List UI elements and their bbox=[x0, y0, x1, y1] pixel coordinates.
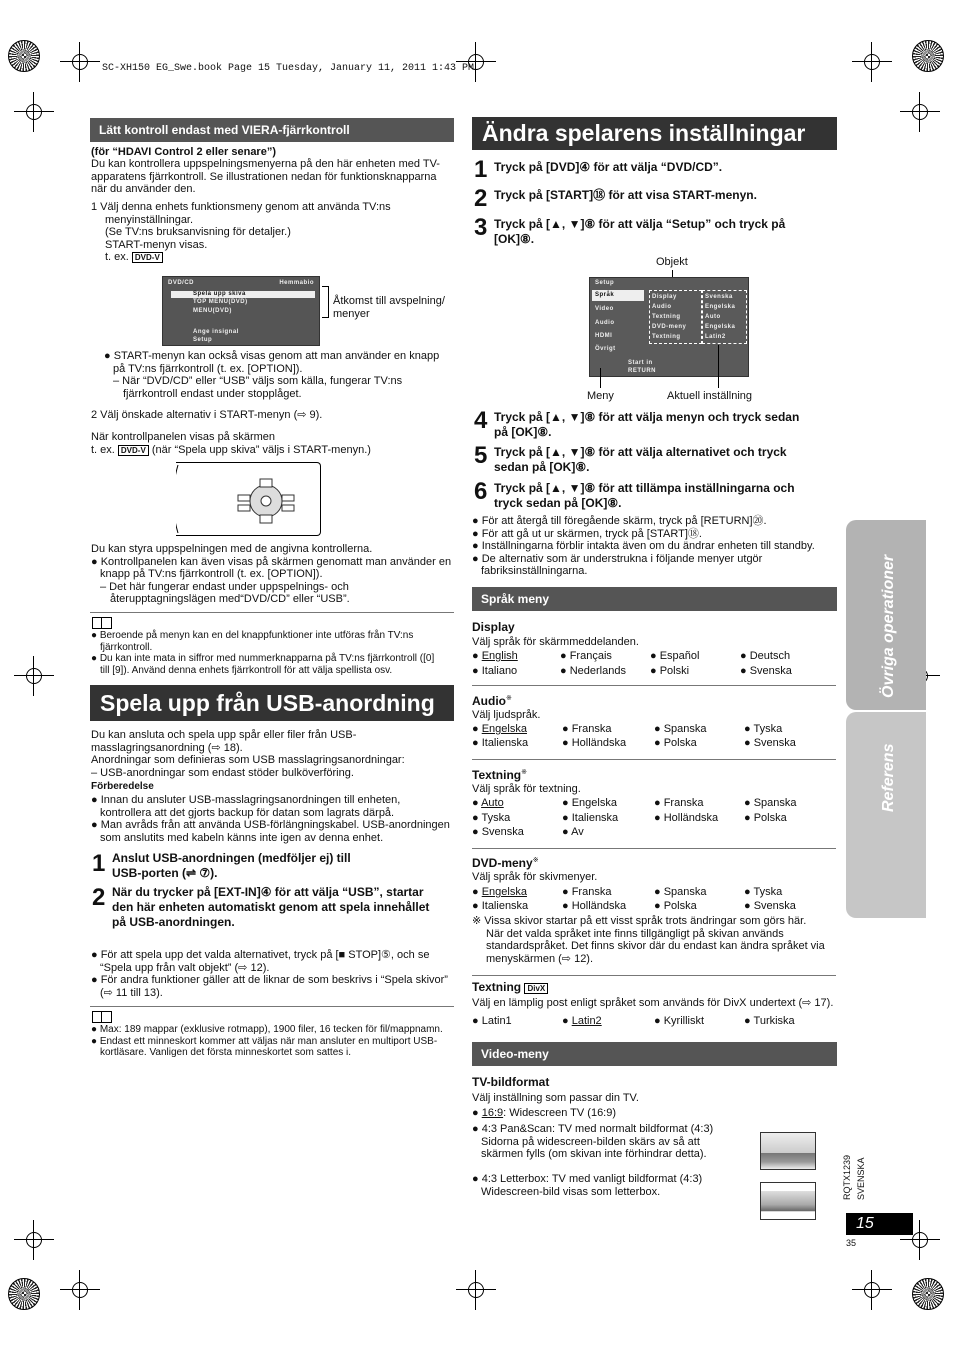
viera-step2: 2 Välj önskade alternativ i START-menyn (⇨ 9). bbox=[91, 409, 323, 421]
registration-mark-br bbox=[912, 1278, 944, 1310]
panscan-tv-image bbox=[760, 1132, 816, 1170]
crop-mark bbox=[852, 42, 892, 82]
step-3-number: 3 bbox=[474, 214, 488, 241]
sub-page-number: 35 bbox=[846, 1238, 857, 1248]
dvdv-badge: DVD-V bbox=[132, 252, 163, 263]
section-bar-video: Video-meny bbox=[472, 1042, 837, 1066]
step-3: Tryck på [▲, ▼]⑧ för att välja “Setup” och tryck på [OK]⑧. bbox=[494, 217, 786, 246]
preparation-title: Förberedelse bbox=[91, 781, 154, 792]
tv-panscan: ● 4:3 Pan&Scan: TV med normalt bildformat (4:3) Sidorna på widescreen-bilden skärs av så att skärmen fylls (om skivan inte förhindrar detta). bbox=[472, 1123, 714, 1161]
step-6-number: 6 bbox=[474, 478, 488, 505]
crop-mark bbox=[900, 92, 940, 132]
panel-intro: När kontrollpanelen visas på skärmen t. ex. DVD-V (när “Spela upp skiva” väljs i START-menyn.) bbox=[91, 431, 371, 456]
dvdmeny-title: DVD-meny※ bbox=[472, 856, 539, 870]
section-bar-sprak: Språk meny bbox=[472, 587, 837, 611]
display-desc: Välj språk för skärmmeddelanden. bbox=[472, 636, 639, 648]
note-1: ● Beroende på menyn kan en del knappfunktioner inte utföras från TV:ns fjärrkontroll. ● Du kan inte mata in siffror med nummerknapparna på TV:ns fjärrkontroll ([0] till [9]). Använd denna enhets fjärrkontroll för att välja spellista osv. bbox=[91, 630, 435, 676]
page-number: 15 bbox=[856, 1215, 874, 1232]
start-menu-bullet: ● START-menyn kan också visas genom att man använder en knapp på TV:ns fjärrkontroll (t. ex. [OPTION]). – När “DVD/CD” eller “USB” väljs som källa, fungerar TV:ns fjärrkontroll endast under stopplåget. bbox=[104, 350, 440, 400]
file-info-line: SC-XH150 EG_Swe.book Page 15 Tuesday, January 11, 2011 1:43 PM bbox=[102, 63, 475, 74]
crop-mark bbox=[456, 42, 496, 82]
divider bbox=[90, 1006, 454, 1007]
label-meny: Meny bbox=[587, 390, 614, 402]
step-2: Tryck på [START]⑱ för att visa START-menyn. bbox=[494, 188, 757, 202]
letterbox-tv-image bbox=[760, 1182, 816, 1220]
setup-screen: Setup Språk Video Audio HDMI Övrigt Display Audio Textning DVD-meny Textning Svenska Engelska Auto Engelska Latin2 Start in RETURN bbox=[589, 277, 749, 377]
tv-format-title: TV-bildformat bbox=[472, 1075, 550, 1089]
settings-bullets: ● För att återgå till föregående skärm, tryck på [RETURN]⑳. ● För att gå ut ur skärmen, tryck på [START]⑱. ● Inställningarna förblir intakta även om du ändrar enheten till standby. ● De alternativ som är understrukna i följande menyer utgör fabriksinställningarna. bbox=[472, 515, 815, 578]
section-bar-viera: Lätt kontroll endast med VIERA-fjärrkontroll bbox=[90, 118, 454, 142]
textning-divx-desc: Välj en lämplig post enligt språket som används för DivX undertext (⇨ 17). bbox=[472, 997, 834, 1009]
label-aktuell: Aktuell inställning bbox=[667, 390, 752, 402]
note-icon bbox=[92, 617, 112, 629]
side-tab-ovriga: Övriga operationer bbox=[846, 520, 926, 710]
star-note: ※ Vissa skivor startar på ett visst språk trots ändringar som görs här. När det valda språket inte finns tillgängligt på skivan används standardspråket. Det finns skivor där du endast kan ändra språket via menyskärmen (⇨ 12). bbox=[472, 915, 825, 965]
step-5: Tryck på [▲, ▼]⑧ för att välja alternativet och tryck sedan på [OK]⑧. bbox=[494, 445, 787, 474]
viera-step1: 1 Välj denna enhets funktionsmeny genom att använda TV:ns menyinställningar. (Se TV:ns bruksanvisning för detaljer.) START-menyn visas. t. ex. DVD-V bbox=[91, 201, 391, 264]
dvdmeny-desc: Välj språk för skivmenyer. bbox=[472, 871, 598, 883]
viera-intro: Du kan kontrollera uppspelningsmenyerna på den här enheten med TV- apparatens fjärrkontroll. Se illustrationen nedan för funktionsknapparna när du använder den. bbox=[91, 158, 440, 196]
usb-step-1: Anslut USB-anordningen (medföljer ej) till USB-porten (⇌ ⑦). bbox=[112, 851, 351, 880]
divider bbox=[472, 759, 836, 760]
step-1: Tryck på [DVD]④ för att välja “DVD/CD”. bbox=[494, 160, 723, 174]
textning-title: Textning※ bbox=[472, 768, 527, 782]
crop-mark bbox=[456, 1270, 496, 1310]
crop-mark bbox=[60, 42, 100, 82]
divider bbox=[472, 848, 836, 849]
note-2: ● Max: 189 mappar (exklusive rotmapp), 1900 filer, 16 tecken för fil/mappnamn. ● Endast ett minneskort kommer att väljas när man ansluter en multiport USB- kortläsare. Vanligen det första minneskortet som sattes i. bbox=[91, 1024, 443, 1058]
callout-line bbox=[718, 345, 719, 388]
textning-divx-title: Textning DivX bbox=[472, 981, 548, 996]
preparation-list: ● Innan du ansluter USB-masslagringsanordningen till enheten, kontrollera att det gjorts backup för datan som lagrats därpå. ● Man avråds från att använda USB-förlängningskabel. USB-anordningen som anslutits med kabeln känns inte igen av denna enhet. bbox=[91, 794, 450, 844]
crop-mark bbox=[14, 92, 54, 132]
audio-desc: Välj ljudspråk. bbox=[472, 709, 541, 721]
step-4-number: 4 bbox=[474, 407, 488, 434]
callout-bracket bbox=[322, 286, 329, 318]
usb-bullets: ● För att spela upp det valda alternativet, tryck på [■ STOP]⑤, och se “Spela upp från valt objekt” (⇨ 12). ● För andra funktioner gäller att de liknar de som beskrivs i “Spela skivor” (⇨ 11 till 13). bbox=[91, 949, 448, 999]
divider bbox=[472, 975, 836, 976]
usb-intro: Du kan ansluta och spela upp spår eller filer från USB- masslagringsanordning (⇨ 18). Anordningar som definieras som USB masslagringsanordningar: – USB-anordningar som endast stöder bulköverföring. bbox=[91, 729, 405, 779]
step-1-number: 1 bbox=[474, 156, 488, 183]
step-5-number: 5 bbox=[474, 442, 488, 469]
divider bbox=[472, 685, 836, 686]
tv-letterbox: ● 4:3 Letterbox: TV med vanligt bildformat (4:3) Widescreen-bild visas som letterbox. bbox=[472, 1173, 703, 1198]
audio-title: Audio※ bbox=[472, 694, 512, 708]
control-panel-illustration bbox=[176, 462, 321, 536]
divx-badge: DivX bbox=[524, 983, 548, 994]
tv-format-desc: Välj inställning som passar din TV. bbox=[472, 1092, 639, 1104]
registration-mark-tr bbox=[912, 40, 944, 72]
tv-169: ● 16:9: Widescreen TV (16:9) bbox=[472, 1107, 617, 1119]
usb-step-2-number: 2 bbox=[92, 884, 106, 911]
language-code: SVENSKA bbox=[856, 1157, 866, 1200]
usb-step-2: När du trycker på [EXT-IN]④ för att välja “USB”, startar den här enheten automatiskt genom att spela innehållet på USB-anordningen. bbox=[112, 885, 430, 929]
crop-mark bbox=[14, 656, 54, 696]
step-2-number: 2 bbox=[474, 185, 488, 212]
registration-mark-bl bbox=[8, 1278, 40, 1310]
step-4: Tryck på [▲, ▼]⑧ för att välja menyn och tryck sedan på [OK]⑧. bbox=[494, 410, 800, 439]
registration-mark-tl bbox=[8, 40, 40, 72]
side-tab-referens: Referens bbox=[846, 712, 926, 918]
crop-mark bbox=[852, 1270, 892, 1310]
note-icon bbox=[92, 1011, 112, 1023]
menu-callout: Åtkomst till avspelning/ menyer bbox=[333, 295, 445, 320]
settings-section-title: Ändra spelarens inställningar bbox=[472, 117, 837, 150]
usb-section-title: Spela upp från USB-anordning bbox=[90, 685, 454, 721]
dvdv-badge: DVD-V bbox=[118, 445, 149, 456]
viera-subtitle: (för “HDAVI Control 2 eller senare”) bbox=[91, 146, 276, 158]
crop-mark bbox=[60, 1270, 100, 1310]
step-6: Tryck på [▲, ▼]⑧ för att tillämpa inställningarna och tryck sedan på [OK]⑧. bbox=[494, 481, 795, 510]
display-title: Display bbox=[472, 620, 515, 634]
page-number-box bbox=[846, 1213, 913, 1235]
control-text: Du kan styra uppspelningen med de angivna kontrollerna. ● Kontrollpanelen kan även visas på skärmen genomatt man använder en knapp på TV:ns fjärrkontroll (t. ex. [OPTION]). – Det här fungerar endast under uppspelnings- och återupptagningslägen med“DVD/CD” eller “USB”. bbox=[91, 543, 452, 606]
label-objekt: Objekt bbox=[656, 256, 688, 268]
crop-mark bbox=[14, 1220, 54, 1260]
textning-desc: Välj språk för textning. bbox=[472, 783, 581, 795]
control-panel-icon bbox=[176, 463, 320, 535]
divider bbox=[90, 612, 454, 613]
callout-line bbox=[600, 368, 601, 388]
rqtx-code: RQTX1239 bbox=[842, 1154, 852, 1200]
start-menu-screen: DVD/CD Hemmabio Spela upp skiva TOP MENU(DVD) MENU(DVD) Ange insignal Setup bbox=[162, 276, 320, 346]
usb-step-1-number: 1 bbox=[92, 850, 106, 877]
